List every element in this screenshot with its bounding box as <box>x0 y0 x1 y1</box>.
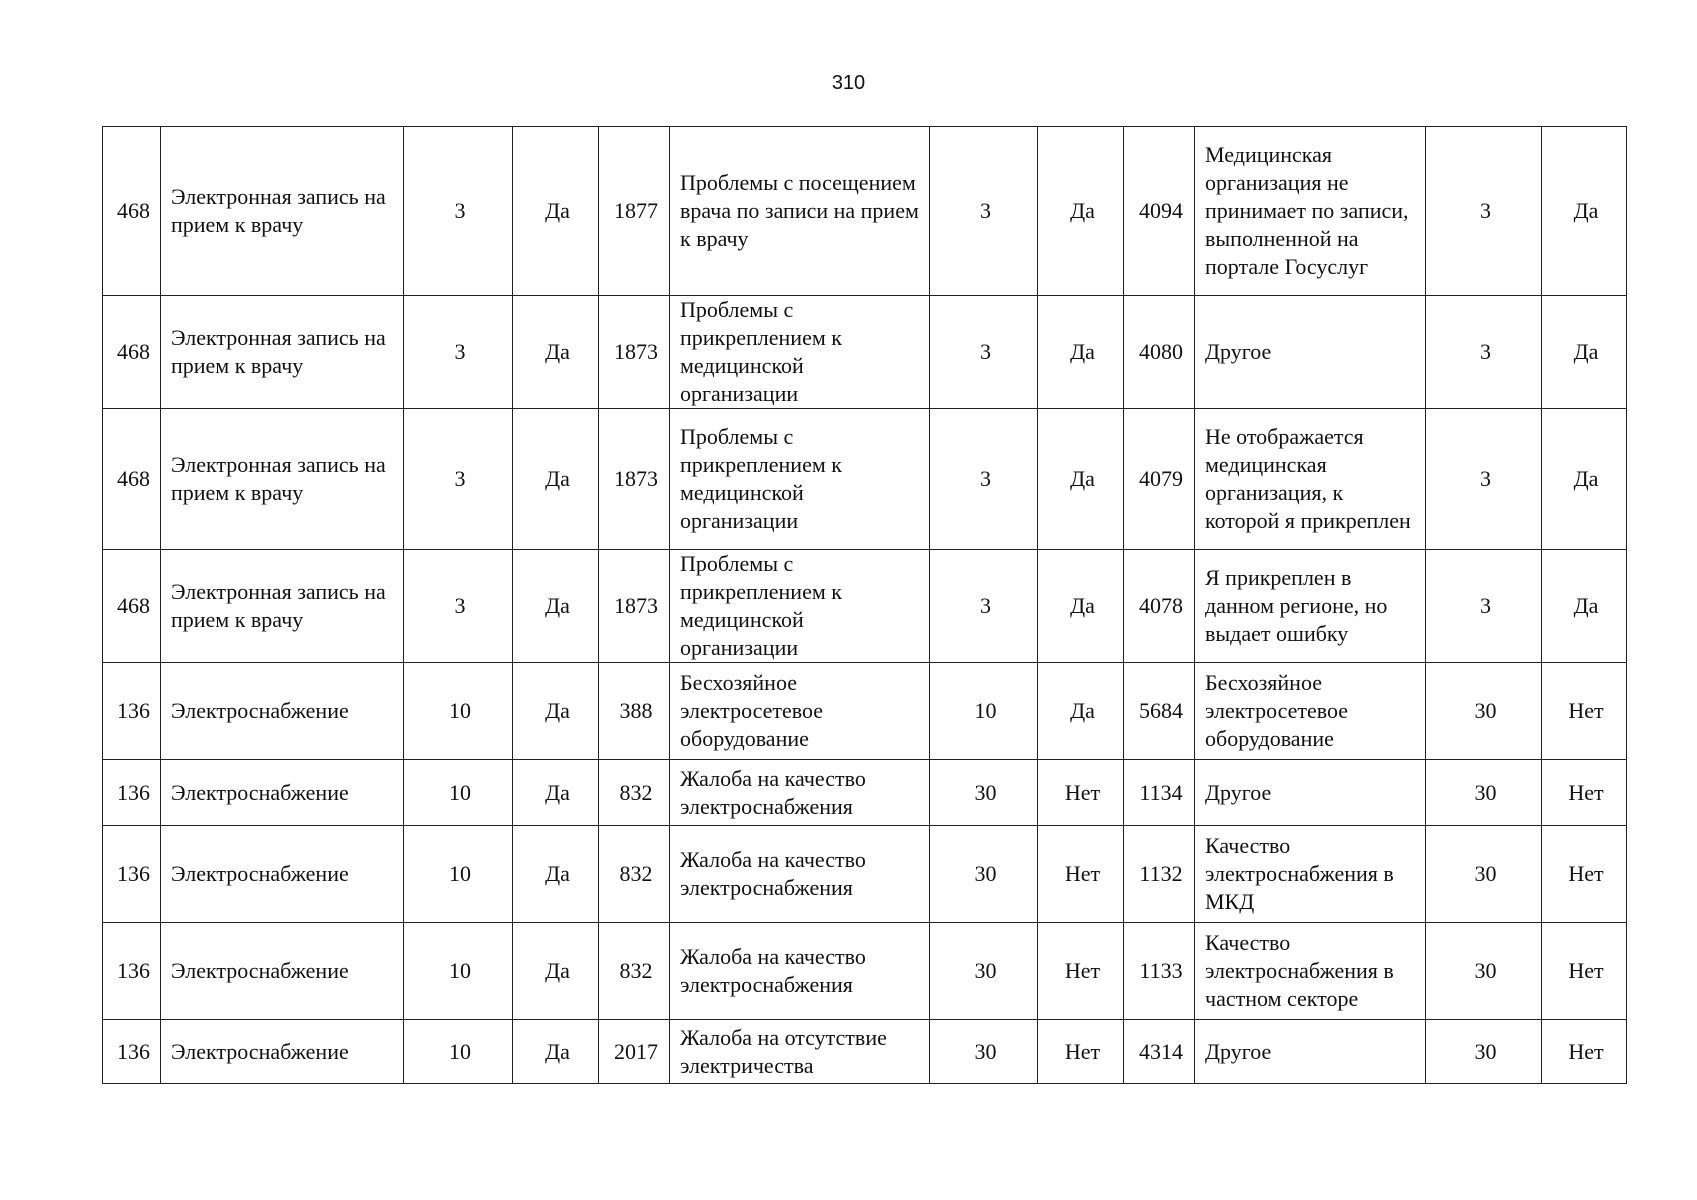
cell-fact-id: 5684 <box>1124 663 1195 760</box>
cell-category-days: 3 <box>404 127 513 296</box>
cell-category-flag: Да <box>513 760 599 826</box>
cell-id: 136 <box>103 1020 161 1084</box>
cell-fact-flag: Да <box>1542 127 1627 296</box>
cell-subcategory-id: 832 <box>599 923 670 1020</box>
page-number: 310 <box>831 72 866 94</box>
cell-id: 136 <box>103 923 161 1020</box>
cell-category-days: 3 <box>404 550 513 663</box>
cell-fact-days: 3 <box>1426 127 1542 296</box>
cell-category: Электроснабжение <box>161 1020 404 1084</box>
cell-fact: Качество электроснабжения в МКД <box>1195 826 1426 923</box>
cell-subcategory-flag: Нет <box>1038 1020 1124 1084</box>
cell-fact-days: 3 <box>1426 550 1542 663</box>
cell-subcategory: Проблемы с прикреплением к медицинской организации <box>670 409 930 550</box>
cell-subcategory: Проблемы с посещением врача по записи на прием к врачу <box>670 127 930 296</box>
cell-category-days: 10 <box>404 760 513 826</box>
cell-subcategory: Проблемы с прикреплением к медицинской организации <box>670 296 930 409</box>
cell-id: 468 <box>103 127 161 296</box>
cell-subcategory: Жалоба на отсутствие электричества <box>670 1020 930 1084</box>
cell-subcategory-days: 3 <box>930 409 1038 550</box>
cell-fact: Другое <box>1195 296 1426 409</box>
cell-category-flag: Да <box>513 409 599 550</box>
cell-fact: Медицинская организация не принимает по записи, выполненной на портале Госуслуг <box>1195 127 1426 296</box>
table-row <box>103 760 1627 826</box>
cell-subcategory-days: 10 <box>930 663 1038 760</box>
cell-subcategory: Жалоба на качество электроснабжения <box>670 923 930 1020</box>
cell-category-flag: Да <box>513 1020 599 1084</box>
cell-category: Электроснабжение <box>161 663 404 760</box>
cell-subcategory-flag: Да <box>1038 296 1124 409</box>
cell-fact-days: 30 <box>1426 663 1542 760</box>
table-row <box>103 923 1627 1020</box>
cell-subcategory: Жалоба на качество электроснабжения <box>670 760 930 826</box>
cell-subcategory-id: 388 <box>599 663 670 760</box>
table-row <box>103 1020 1627 1084</box>
cell-category: Электронная запись на прием к врачу <box>161 550 404 663</box>
cell-subcategory-flag: Да <box>1038 127 1124 296</box>
cell-category-days: 10 <box>404 826 513 923</box>
cell-fact: Не отображается медицинская организация, к которой я прикреплен <box>1195 409 1426 550</box>
cell-subcategory-id: 1873 <box>599 296 670 409</box>
table-row <box>103 127 1627 296</box>
cell-category: Электронная запись на прием к врачу <box>161 409 404 550</box>
cell-fact-id: 4094 <box>1124 127 1195 296</box>
cell-category-flag: Да <box>513 663 599 760</box>
cell-category-flag: Да <box>513 923 599 1020</box>
cell-id: 468 <box>103 409 161 550</box>
cell-fact-flag: Да <box>1542 296 1627 409</box>
cell-fact-days: 3 <box>1426 409 1542 550</box>
cell-category-days: 3 <box>404 409 513 550</box>
cell-category: Электронная запись на прием к врачу <box>161 127 404 296</box>
table-row <box>103 550 1627 663</box>
cell-subcategory-days: 3 <box>930 550 1038 663</box>
cell-subcategory-id: 1877 <box>599 127 670 296</box>
table-row <box>103 826 1627 923</box>
cell-fact: Я прикреплен в данном регионе, но выдает ошибку <box>1195 550 1426 663</box>
cell-subcategory: Жалоба на качество электроснабжения <box>670 826 930 923</box>
cell-fact-days: 30 <box>1426 923 1542 1020</box>
cell-fact-flag: Нет <box>1542 826 1627 923</box>
cell-category-days: 10 <box>404 663 513 760</box>
cell-fact-flag: Да <box>1542 550 1627 663</box>
table-body <box>103 127 1627 1084</box>
cell-category-flag: Да <box>513 826 599 923</box>
cell-fact-days: 3 <box>1426 296 1542 409</box>
cell-fact-id: 1134 <box>1124 760 1195 826</box>
cell-subcategory-id: 1873 <box>599 550 670 663</box>
cell-subcategory-flag: Нет <box>1038 826 1124 923</box>
cell-fact-id: 1132 <box>1124 826 1195 923</box>
cell-subcategory-days: 30 <box>930 826 1038 923</box>
cell-category-flag: Да <box>513 550 599 663</box>
table-row <box>103 296 1627 409</box>
cell-subcategory-flag: Нет <box>1038 760 1124 826</box>
cell-fact-id: 4080 <box>1124 296 1195 409</box>
cell-fact: Другое <box>1195 760 1426 826</box>
cell-subcategory-flag: Да <box>1038 550 1124 663</box>
cell-category: Электроснабжение <box>161 760 404 826</box>
cell-subcategory: Проблемы с прикреплением к медицинской организации <box>670 550 930 663</box>
cell-id: 136 <box>103 663 161 760</box>
cell-subcategory-id: 832 <box>599 760 670 826</box>
cell-subcategory-flag: Да <box>1038 663 1124 760</box>
data-table <box>102 126 1627 1084</box>
cell-fact-id: 4079 <box>1124 409 1195 550</box>
cell-fact-days: 30 <box>1426 826 1542 923</box>
cell-id: 468 <box>103 296 161 409</box>
cell-category: Электроснабжение <box>161 923 404 1020</box>
cell-category-flag: Да <box>513 127 599 296</box>
cell-subcategory: Бесхозяйное электросетевое оборудование <box>670 663 930 760</box>
table-row <box>103 663 1627 760</box>
cell-fact-id: 4314 <box>1124 1020 1195 1084</box>
cell-fact-flag: Да <box>1542 409 1627 550</box>
cell-subcategory-id: 832 <box>599 826 670 923</box>
cell-fact-flag: Нет <box>1542 760 1627 826</box>
cell-fact: Качество электроснабжения в частном секторе <box>1195 923 1426 1020</box>
cell-category-days: 3 <box>404 296 513 409</box>
table-row <box>103 409 1627 550</box>
cell-id: 136 <box>103 760 161 826</box>
cell-category-days: 10 <box>404 1020 513 1084</box>
cell-subcategory-days: 30 <box>930 923 1038 1020</box>
cell-id: 136 <box>103 826 161 923</box>
cell-category: Электронная запись на прием к врачу <box>161 296 404 409</box>
cell-subcategory-id: 2017 <box>599 1020 670 1084</box>
cell-fact-flag: Нет <box>1542 1020 1627 1084</box>
cell-category-flag: Да <box>513 296 599 409</box>
cell-category-days: 10 <box>404 923 513 1020</box>
cell-subcategory-days: 3 <box>930 296 1038 409</box>
cell-subcategory-days: 30 <box>930 1020 1038 1084</box>
cell-id: 468 <box>103 550 161 663</box>
cell-subcategory-days: 3 <box>930 127 1038 296</box>
cell-fact: Бесхозяйное электросетевое оборудование <box>1195 663 1426 760</box>
cell-fact: Другое <box>1195 1020 1426 1084</box>
cell-category: Электроснабжение <box>161 826 404 923</box>
cell-subcategory-flag: Нет <box>1038 923 1124 1020</box>
cell-fact-id: 4078 <box>1124 550 1195 663</box>
cell-subcategory-days: 30 <box>930 760 1038 826</box>
cell-fact-days: 30 <box>1426 1020 1542 1084</box>
cell-fact-id: 1133 <box>1124 923 1195 1020</box>
cell-fact-flag: Нет <box>1542 663 1627 760</box>
cell-fact-days: 30 <box>1426 760 1542 826</box>
cell-subcategory-flag: Да <box>1038 409 1124 550</box>
cell-fact-flag: Нет <box>1542 923 1627 1020</box>
cell-subcategory-id: 1873 <box>599 409 670 550</box>
